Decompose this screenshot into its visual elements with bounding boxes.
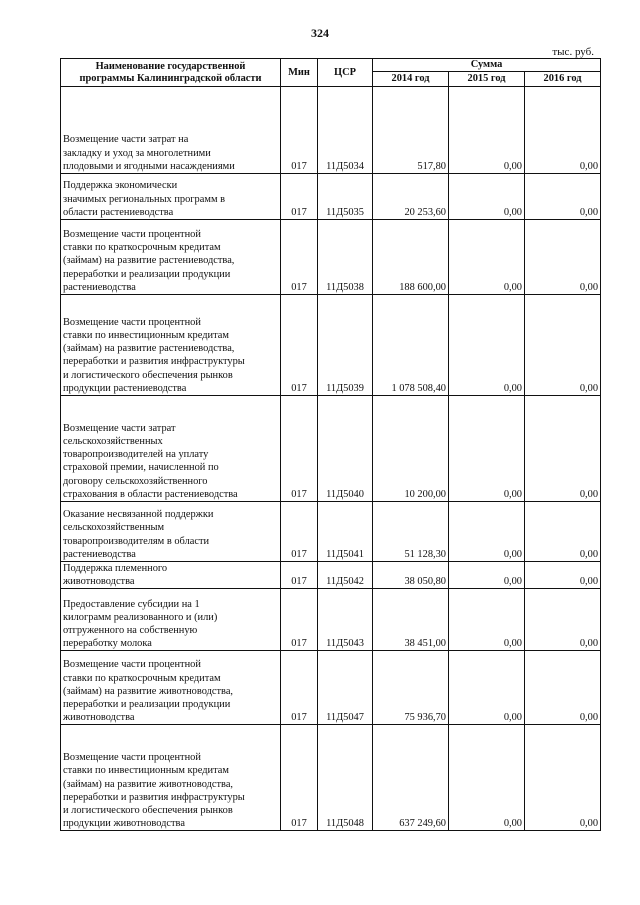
- row-amount-2016: 0,00: [525, 725, 601, 831]
- row-amount-2015: 0,00: [449, 87, 525, 174]
- table-row: [61, 725, 601, 831]
- table-row: [61, 87, 601, 174]
- row-program-name: [61, 87, 281, 174]
- row-amount-2014: 188 600,00: [373, 220, 449, 295]
- table-row: [61, 562, 601, 589]
- row-amount-2014: 1 078 508,40: [373, 295, 449, 396]
- budget-table: [60, 58, 601, 831]
- table-row: [61, 396, 601, 502]
- row-csr-code: 11Д5039: [318, 295, 373, 396]
- row-min-code: 017: [281, 295, 318, 396]
- table-row: [61, 174, 601, 220]
- row-csr-code: 11Д5043: [318, 589, 373, 651]
- row-program-name-text: Поддержка экономически значимых региональных программ в области растениеводства: [63, 180, 226, 218]
- row-min-code: 017: [281, 725, 318, 831]
- row-amount-2016: 0,00: [525, 562, 601, 589]
- row-program-name: [61, 295, 281, 396]
- row-min-code: 017: [281, 220, 318, 295]
- row-program-name-text: Возмещение части процентной ставки по инвестиционным кредитам (займам) на развитие животноводства, переработки и развития инфраструктуры и логистического обеспечения рынков продукции животноводства: [63, 752, 245, 830]
- row-program-name: [61, 220, 281, 295]
- table-row: [61, 295, 601, 396]
- row-amount-2014: 51 128,30: [373, 502, 449, 562]
- row-amount-2015: 0,00: [449, 725, 525, 831]
- row-amount-2014: 10 200,00: [373, 396, 449, 502]
- row-csr-code: 11Д5047: [318, 651, 373, 725]
- row-amount-2016: 0,00: [525, 502, 601, 562]
- page-number: 324: [311, 26, 329, 40]
- unit-label: тыс. руб.: [552, 46, 594, 58]
- row-csr-code: 11Д5041: [318, 502, 373, 562]
- row-program-name-text: Оказание несвязанной поддержки сельскохозяйственным товаропроизводителям в области растениеводства: [63, 509, 214, 560]
- row-amount-2015: 0,00: [449, 651, 525, 725]
- table-row: [61, 651, 601, 725]
- row-amount-2016: 0,00: [525, 220, 601, 295]
- row-program-name-text: Возмещение части затрат сельскохозяйственных товаропроизводителей на уплату страховой премии, начисленной по договору сельскохозяйственного страхования в области растениеводства: [63, 422, 238, 500]
- row-amount-2016: 0,00: [525, 396, 601, 502]
- header-year-2014: 2014 год: [373, 72, 449, 87]
- row-amount-2016: 0,00: [525, 589, 601, 651]
- row-amount-2015: 0,00: [449, 589, 525, 651]
- row-min-code: 017: [281, 589, 318, 651]
- row-amount-2014: 75 936,70: [373, 651, 449, 725]
- row-amount-2015: 0,00: [449, 220, 525, 295]
- row-program-name: [61, 725, 281, 831]
- row-csr-code: 11Д5035: [318, 174, 373, 220]
- row-program-name-text: Возмещение части процентной ставки по краткосрочным кредитам (займам) на развитие растениеводства, переработки и реализации продукции растениеводства: [63, 228, 235, 293]
- row-min-code: 017: [281, 651, 318, 725]
- row-csr-code: 11Д5042: [318, 562, 373, 589]
- header-year-2016: 2016 год: [525, 72, 601, 87]
- table-row: [61, 589, 601, 651]
- row-amount-2016: 0,00: [525, 651, 601, 725]
- row-min-code: 017: [281, 502, 318, 562]
- header-sum: Сумма: [373, 59, 601, 72]
- row-program-name: [61, 502, 281, 562]
- header-min: Мин: [281, 59, 318, 87]
- header-program-name: Наименование государственной программы Калининградской области: [61, 59, 281, 87]
- row-csr-code: 11Д5034: [318, 87, 373, 174]
- row-program-name-text: Возмещение части процентной ставки по инвестиционным кредитам (займам) на развитие растениеводства, переработки и развития инфраструктуры и логистического обеспечения рынков продукции растениеводства: [63, 316, 245, 394]
- row-min-code: 017: [281, 87, 318, 174]
- row-program-name-text: Возмещение части процентной ставки по краткосрочным кредитам (займам) на развитие животноводства, переработки и реализации продукции животноводства: [63, 659, 234, 724]
- row-amount-2016: 0,00: [525, 174, 601, 220]
- header-year-2015: 2015 год: [449, 72, 525, 87]
- row-amount-2016: 0,00: [525, 295, 601, 396]
- row-amount-2014: 517,80: [373, 87, 449, 174]
- row-amount-2014: 20 253,60: [373, 174, 449, 220]
- row-amount-2015: 0,00: [449, 396, 525, 502]
- row-program-name-text: Поддержка племенного животноводства: [63, 563, 168, 588]
- row-program-name-text: Предоставление субсидии на 1 килограмм реализованного и (или) отгруженного на собственную переработку молока: [63, 598, 218, 650]
- row-program-name: [61, 589, 281, 651]
- row-amount-2014: 38 451,00: [373, 589, 449, 651]
- row-amount-2015: 0,00: [449, 562, 525, 589]
- row-amount-2015: 0,00: [449, 174, 525, 220]
- row-csr-code: 11Д5038: [318, 220, 373, 295]
- row-min-code: 017: [281, 396, 318, 502]
- row-csr-code: 11Д5040: [318, 396, 373, 502]
- header-csr: ЦСР: [318, 59, 373, 87]
- row-csr-code: 11Д5048: [318, 725, 373, 831]
- row-amount-2015: 0,00: [449, 502, 525, 562]
- row-amount-2016: 0,00: [525, 87, 601, 174]
- row-program-name: [61, 562, 281, 589]
- row-program-name-text: Возмещение части затрат на закладку и уход за многолетними плодовыми и ягодными насаждениями: [63, 134, 235, 172]
- table-row: [61, 502, 601, 562]
- row-program-name: [61, 174, 281, 220]
- row-amount-2014: 637 249,60: [373, 725, 449, 831]
- table-row: [61, 220, 601, 295]
- row-min-code: 017: [281, 562, 318, 589]
- row-min-code: 017: [281, 174, 318, 220]
- row-amount-2015: 0,00: [449, 295, 525, 396]
- row-program-name: [61, 396, 281, 502]
- row-program-name: [61, 651, 281, 725]
- row-amount-2014: 38 050,80: [373, 562, 449, 589]
